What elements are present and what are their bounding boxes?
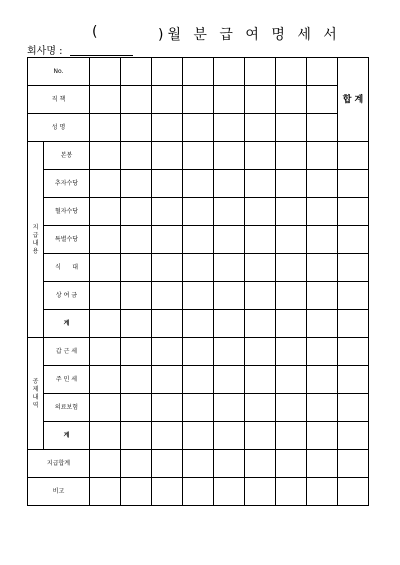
- table-row: [28, 422, 369, 450]
- table-row: [28, 86, 369, 114]
- row-label-base-pay: 본봉: [44, 142, 90, 170]
- table-row: [28, 310, 369, 338]
- table-row: [28, 142, 369, 170]
- company-label: 회사명 :: [27, 46, 63, 57]
- row-label-no: No.: [28, 58, 90, 86]
- row-label-extra1: 추자수당: [44, 170, 90, 198]
- row-label-tax1: 갑 근 세: [44, 338, 90, 366]
- payment-group-label: 지급내용: [28, 142, 44, 338]
- row-label-bonus: 상 여 금: [44, 282, 90, 310]
- title-open-paren: (: [92, 24, 98, 40]
- row-label-extra2: 혈자수당: [44, 198, 90, 226]
- payroll-table: [27, 57, 369, 506]
- company-name-field[interactable]: [70, 55, 133, 56]
- row-label-meal: 식 대: [44, 254, 90, 282]
- table-row: [28, 254, 369, 282]
- table-row: [28, 450, 369, 478]
- row-label-total-pay: 지급합계: [28, 450, 90, 478]
- table-row: [28, 170, 369, 198]
- table-row: [28, 366, 369, 394]
- title-text: )월 분 급 여 명 세 서: [158, 27, 341, 43]
- table-row: [28, 226, 369, 254]
- row-label-insurance: 의료보험: [44, 394, 90, 422]
- row-label-note: 비고: [28, 478, 90, 506]
- row-label-special: 특별수당: [44, 226, 90, 254]
- document-title: [0, 24, 400, 44]
- total-header: 합 계: [338, 58, 369, 142]
- row-label-deduct-sum: 계: [44, 422, 90, 450]
- row-label-pay-sum: 계: [44, 310, 90, 338]
- row-label-name: 성 명: [28, 114, 90, 142]
- table-row: [28, 114, 369, 142]
- table-row: [28, 282, 369, 310]
- table-row: [28, 338, 369, 366]
- table-row: [28, 58, 369, 86]
- row-label-position: 직 책: [28, 86, 90, 114]
- table-row: [28, 394, 369, 422]
- row-label-tax2: 주 민 세: [44, 366, 90, 394]
- deduct-group-label: 공제내역: [28, 338, 44, 450]
- table-row: [28, 478, 369, 506]
- table-row: [28, 198, 369, 226]
